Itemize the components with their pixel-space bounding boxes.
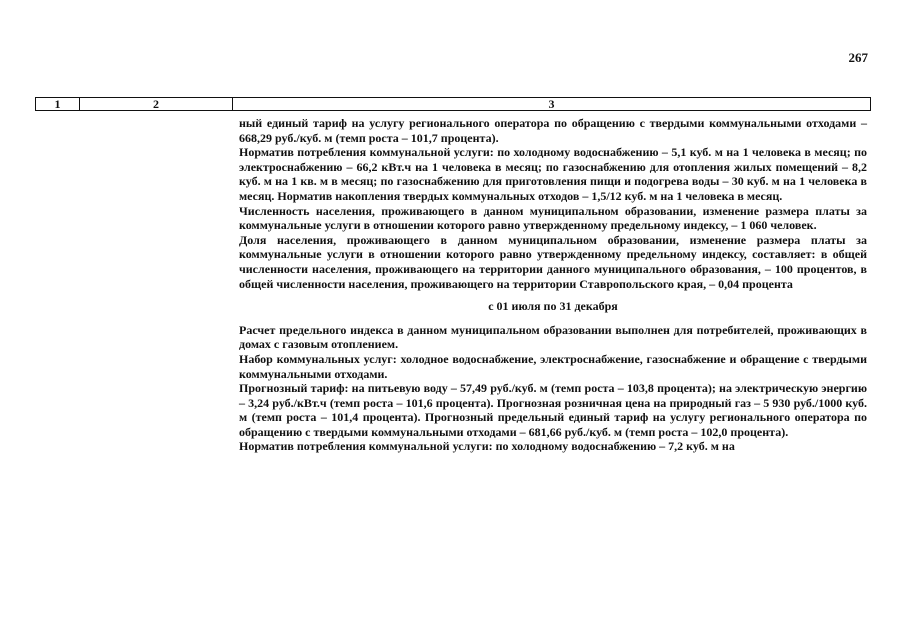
index-calculation-paragraph: Расчет предельного индекса в данном муниципальном образовании выполнен для потребителей, проживающих в домах с газовым отоплением.	[239, 322, 867, 352]
services-set-paragraph: Набор коммунальных услуг: холодное водоснабжение, электроснабжение, газоснабжение и обращение с твердыми коммунальными отходами.	[239, 351, 867, 381]
population-count-paragraph: Численность населения, проживающего в данном муниципальном образовании, изменение размера платы за коммунальные услуги в отношении которого равно утвержденному предельному индексу, – 1 060 человек.	[239, 203, 867, 233]
forecast-tariff-paragraph: Прогнозный тариф: на питьевую воду – 57,49 руб./куб. м (темп роста – 103,8 процента); на электрическую энергию – 3,24 руб./кВт.ч (темп роста – 101,6 процента). Прогнозная розничная цена на природный газ – 5 930 руб./1000 куб. м (темп роста – 101,4 процента). Прогнозный предельный единый тариф на услугу регионального оператора по обращению с твердыми коммунальными отходами – 681,66 руб./куб. м (темп роста – 102,0 процента).	[239, 381, 867, 439]
period-subheading: с 01 июля по 31 декабря	[488, 299, 618, 314]
consumption-norm-paragraph-2: Норматив потребления коммунальной услуги: по холодному водоснабжению – 7,2 куб. м на	[239, 439, 735, 454]
page-number: 267	[848, 50, 868, 65]
consumption-norm-paragraph: Норматив потребления коммунальной услуги: по холодному водоснабжению – 5,1 куб. м на 1 человека в месяц; по электроснабжению – 66,2 кВт.ч на 1 человека в месяц; по газоснабжению для отопления жилых помещений – 8,2 куб. м на 1 кв. м в месяц; по газоснабжению для приготовления пищи и подогрева воды – 30 куб. м на 1 человека в месяц. Норматив накопления твердых коммунальных отходов – 1,5/12 куб. м на 1 человека в месяц.	[239, 145, 867, 203]
column-number-1: 1	[36, 98, 80, 110]
column-number-3: 3	[548, 97, 555, 111]
tariff-continuation-paragraph: ный единый тариф на услугу регионального оператора по обращению с твердыми коммунальными отходами – 668,29 руб./куб. м (темп роста – 101,7 процента).	[239, 116, 867, 145]
population-share-paragraph: Доля населения, проживающего в данном муниципальном образовании, изменение размера платы за коммунальные услуги в отношении которого равно утвержденному предельному индексу, составляет: в общей численности населения, проживающего на территории данного муниципального образования, – 100 процентов, в общей численности населения, проживающего на территории Ставропольского края, – 0,04 процента	[239, 232, 867, 291]
column-number-2: 2	[80, 98, 233, 110]
column-3-content	[239, 116, 867, 454]
table-column-header	[35, 97, 871, 111]
